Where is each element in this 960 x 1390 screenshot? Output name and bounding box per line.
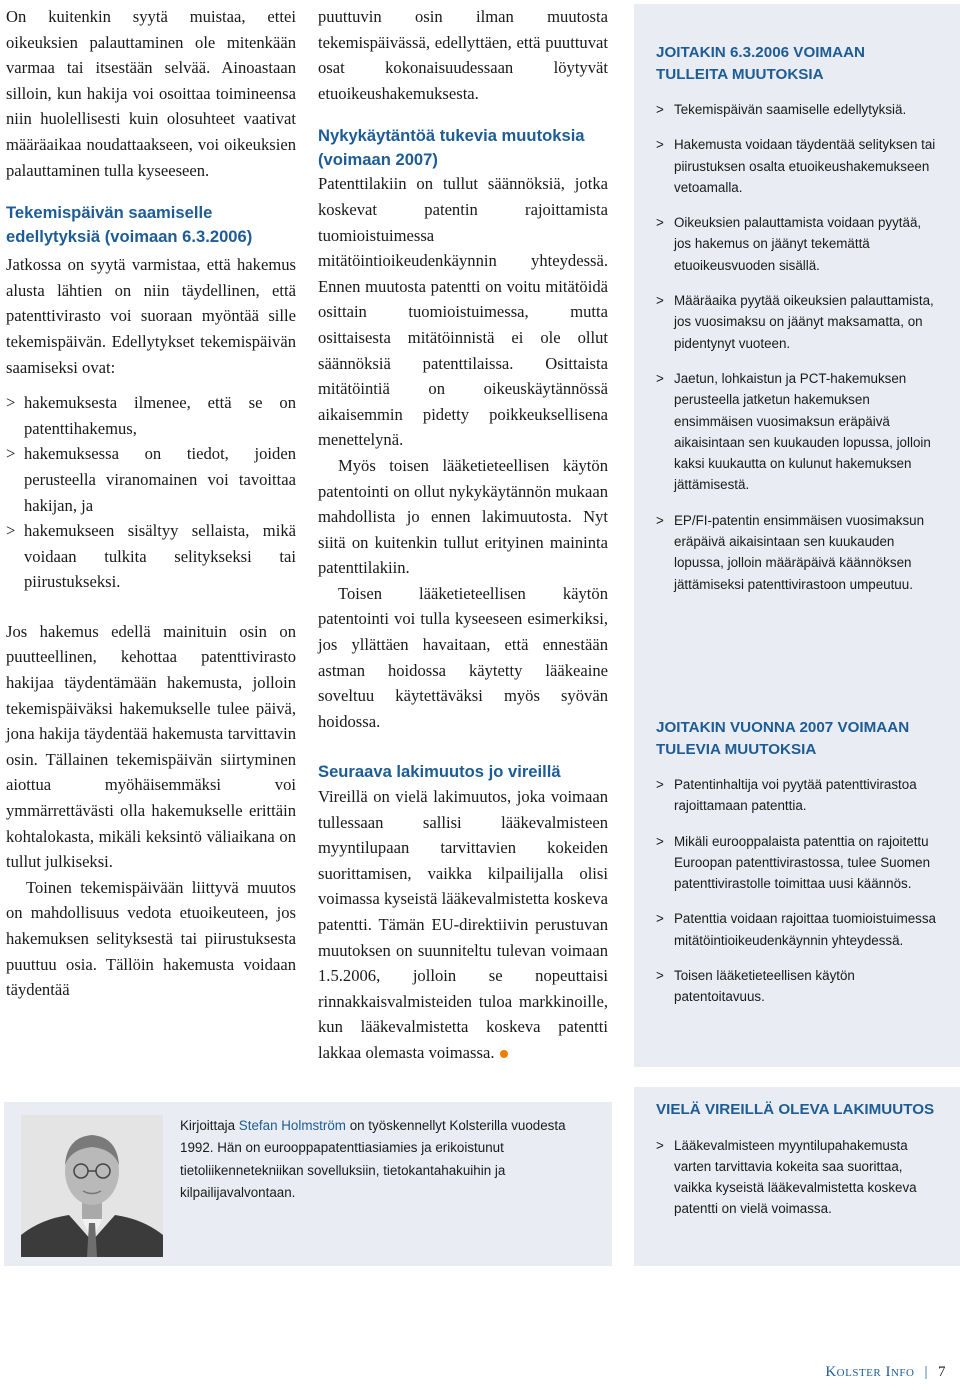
list-item: > Hakemusta voidaan täydentää selityksen tai piirustuksen osalta etuoikeushakemukseen vetoamalla. — [656, 134, 936, 198]
chevron-right-icon: > — [656, 968, 664, 984]
list-item: > Patentinhaltija voi pyytää patenttivirastoa rajoittamaan patenttia. — [656, 774, 936, 817]
heading-seuraava-lakimuutos: Seuraava lakimuutos jo vireillä — [318, 762, 561, 782]
sidebar-changes-panel — [634, 4, 960, 1067]
sidebar-list — [656, 1135, 936, 1220]
list-item: > hakemuksesta ilmenee, että se on patenttihakemus, — [6, 390, 296, 441]
chevron-right-icon: > — [656, 777, 664, 792]
sidebar-section-2006 — [656, 42, 936, 609]
paragraph-edellytykset: Jatkossa on syytä varmistaa, että hakemus alusta lähtien on niin täydellinen, että patenttivirasto voi suoraan myöntää sille tekemispäivän. Edellytykset tekemispäivän saamiseksi ovat: — [6, 255, 296, 377]
paragraph-rajoittaminen: Patenttilakiin on tullut säännöksiä, jotka koskevat patentin rajoittamista tuomioistuimessa mitätöintioikeudenkäynnin yhteydessä. Ennen muutosta patentti on voitu mitätöidä osittain tuomioistuimessa, mutta osittaisesta mitätöinnistä ei ole ollut säännöksiä patenttilaissa. Osittaista mitätöintiä on oikeuskäytännössä aikaisemmin pidetty poikkeuksellisena menettelynä. — [318, 174, 608, 450]
list-item: > Jaetun, lohkaistun ja PCT-hakemuksen perusteella jatketun hakemuksen ensimmäisen vuosimaksun eräpäivä aikaisintaan sen kuukauden lopussa, jolloin kaksi kuukautta on kulunut hakemuksen jättämisestä. — [656, 368, 936, 496]
sidebar-section-title: JOITAKIN VUONNA 2007 VOIMAAN TULEVIA MUUTOKSIA — [656, 719, 910, 758]
chevron-right-icon: > — [656, 833, 664, 849]
author-box — [4, 1102, 612, 1266]
chevron-right-icon: > — [6, 521, 16, 541]
sidebar-pending-panel — [634, 1087, 960, 1266]
chevron-right-icon: > — [656, 1137, 664, 1153]
article-column-1 — [6, 4, 296, 1003]
sidebar-list — [656, 774, 936, 1008]
continued-paragraph: puuttuvin osin ilman muutosta tekemispäivässä, edellyttäen, että puuttuvat osat kokonaisuudessaan löytyvät etuoikeushakemuksesta. — [318, 7, 608, 103]
chevron-right-icon: > — [6, 393, 16, 413]
article-column-2 — [318, 4, 608, 1065]
paragraph-puutteellinen: Jos hakemus edellä mainituin osin on puutteellinen, kehottaa patenttivirasto hakijaa täydentämään hakemusta, jolloin tekemispäiväksi hakemukselle tulee päivä, jona hakija täydentää hakemusta tarvittavin osin. Tällainen tekemispäivän siirtyminen aiottua myöhäisemmäksi voi ymmärrettävästi olla hakemukselle erittäin kohtalokasta, mikäli keksintö väliaikana on tullut julkiseksi. — [6, 621, 296, 872]
chevron-right-icon: > — [656, 102, 664, 117]
sidebar-list — [656, 99, 936, 595]
heading-nykykaytanto: Nykykäytäntöä tukevia muutoksia (voimaan 2007) — [318, 126, 585, 169]
list-item: > Mikäli eurooppalaista patenttia on rajoitettu Euroopan patenttivirastossa, tulee Suomen patenttivirastolle toimittaa uusi käännös. — [656, 831, 936, 895]
list-item: > Oikeuksien palauttamista voidaan pyytää, jos hakemus on jäänyt tekemättä etuoikeusvuoden sisällä. — [656, 212, 936, 276]
chevron-right-icon: > — [656, 370, 664, 386]
author-bio: Kirjoittaja Stefan Holmström on työskennellyt Kolsterilla vuodesta 1992. Hän on eurooppapatenttiasiamies ja erikoistunut tietoliikennetekniikan sovelluksiin, tietokantahakuihin ja kilpailijavalvontaan. — [180, 1118, 566, 1200]
chevron-right-icon: > — [656, 512, 664, 528]
paragraph-laaketieteellinen: Myös toisen lääketieteellisen käytön patentointi on ollut nykykäytännön mukaan mahdollista jo ennen lakimuutosta. Nyt siitä on kuitenkin tullut erityinen maininta patenttilakiin. — [318, 455, 608, 578]
sidebar-section-pending — [656, 1099, 936, 1234]
author-photo — [21, 1115, 163, 1257]
list-item: > hakemuksessa on tiedot, joiden perusteella viranomainen voi tavoittaa hakijan, ja — [6, 441, 296, 518]
sidebar-section-title: VIELÄ VIREILLÄ OLEVA LAKIMUUTOS — [656, 1101, 935, 1118]
list-item: > Patenttia voidaan rajoittaa tuomioistuimessa mitätöintioikeudenkäynnin yhteydessä. — [656, 908, 936, 951]
list-item: > EP/FI-patentin ensimmäisen vuosimaksun eräpäivä aikaisintaan sen kuukauden lopussa, jolloin määräpäivä käännöksen jättämiseksi patenttivirastoon umpeutuu. — [656, 510, 936, 595]
paragraph-esimerkki: Toisen lääketieteellisen käytön patentointi voi tulla kyseeseen esimerkiksi, jos yllättäen havaitaan, että ennestään astman hoidossa käytetty lääkeaine soveltuu käytettäväksi myös syövän hoidossa. — [318, 583, 608, 731]
paragraph-etuoikeus: Toinen tekemispäivään liittyvä muutos on mahdollisuus vedota etuoikeuteen, jos hakemuksen selityksestä tai piirustuksesta puuttuu osia. Tällöin hakemusta voidaan täydentää — [6, 877, 296, 1000]
chevron-right-icon: > — [6, 444, 16, 464]
list-item: > Tekemispäivän saamiselle edellytyksiä. — [656, 99, 936, 120]
sidebar-section-title: JOITAKIN 6.3.2006 VOIMAAN TULLEITA MUUTOKSIA — [656, 44, 866, 83]
end-of-article-dot-icon — [500, 1050, 508, 1058]
publication-name: Kolster Info — [825, 1364, 915, 1380]
list-item: > Lääkevalmisteen myyntilupahakemusta varten tarvittavia kokeita saa suorittaa, vaikka kyseistä lääkevalmistetta koskeva patentti on vielä voimassa. — [656, 1135, 936, 1220]
list-item: > Toisen lääketieteellisen käytön patentoitavuus. — [656, 965, 936, 1008]
requirements-list — [6, 390, 296, 595]
page-number: 7 — [938, 1364, 946, 1380]
chevron-right-icon: > — [656, 215, 664, 231]
intro-paragraph: On kuitenkin syytä muistaa, ettei oikeuksien palauttaminen ole mitenkään varmaa tai itsestään selvää. Ainoastaan silloin, kun hakija voi osoittaa toimineensa niin huolellisesti kuin olosuhteet vaativat määräaikaa noudattaakseen, voi oikeuksien palauttaminen tulla kyseeseen. — [6, 7, 296, 180]
list-item: > hakemukseen sisältyy sellaista, mikä voidaan tulkita selitykseksi tai piirustukseksi. — [6, 518, 296, 595]
list-item: > Määräaika pyytää oikeuksien palauttamista, jos vuosimaksu on jäänyt maksamatta, on pidentynyt vuoteen. — [656, 290, 936, 354]
chevron-right-icon: > — [656, 293, 664, 309]
sidebar-section-2007 — [656, 717, 936, 1022]
footer-separator: | — [924, 1364, 928, 1380]
page-footer — [825, 1364, 946, 1381]
chevron-right-icon: > — [656, 137, 664, 153]
author-name: Stefan Holmström — [238, 1118, 346, 1133]
chevron-right-icon: > — [656, 911, 664, 927]
heading-tekemispaiva: Tekemispäivän saamiselle edellytyksiä (voimaan 6.3.2006) — [6, 203, 253, 246]
paragraph-vireilla: Vireillä on vielä lakimuutos, joka voimaan tullessaan sallisi lääkevalmisteen myyntilupaan tarvittavien kokeiden suorittamisen, vaikka kilpailijalla olisi voimassa kyseistä lääkevalmistetta koskeva patentti. Tämän EU-direktiivin perustuvan muutoksen on suunniteltu tulevan voimaan 1.5.2006, jolloin se nopeuttaisi rinnakkaisvalmisteiden tuloa markkinoille, kun lääkevalmistetta koskeva patentti lakkaa olemasta voimassa. — [318, 786, 608, 1062]
